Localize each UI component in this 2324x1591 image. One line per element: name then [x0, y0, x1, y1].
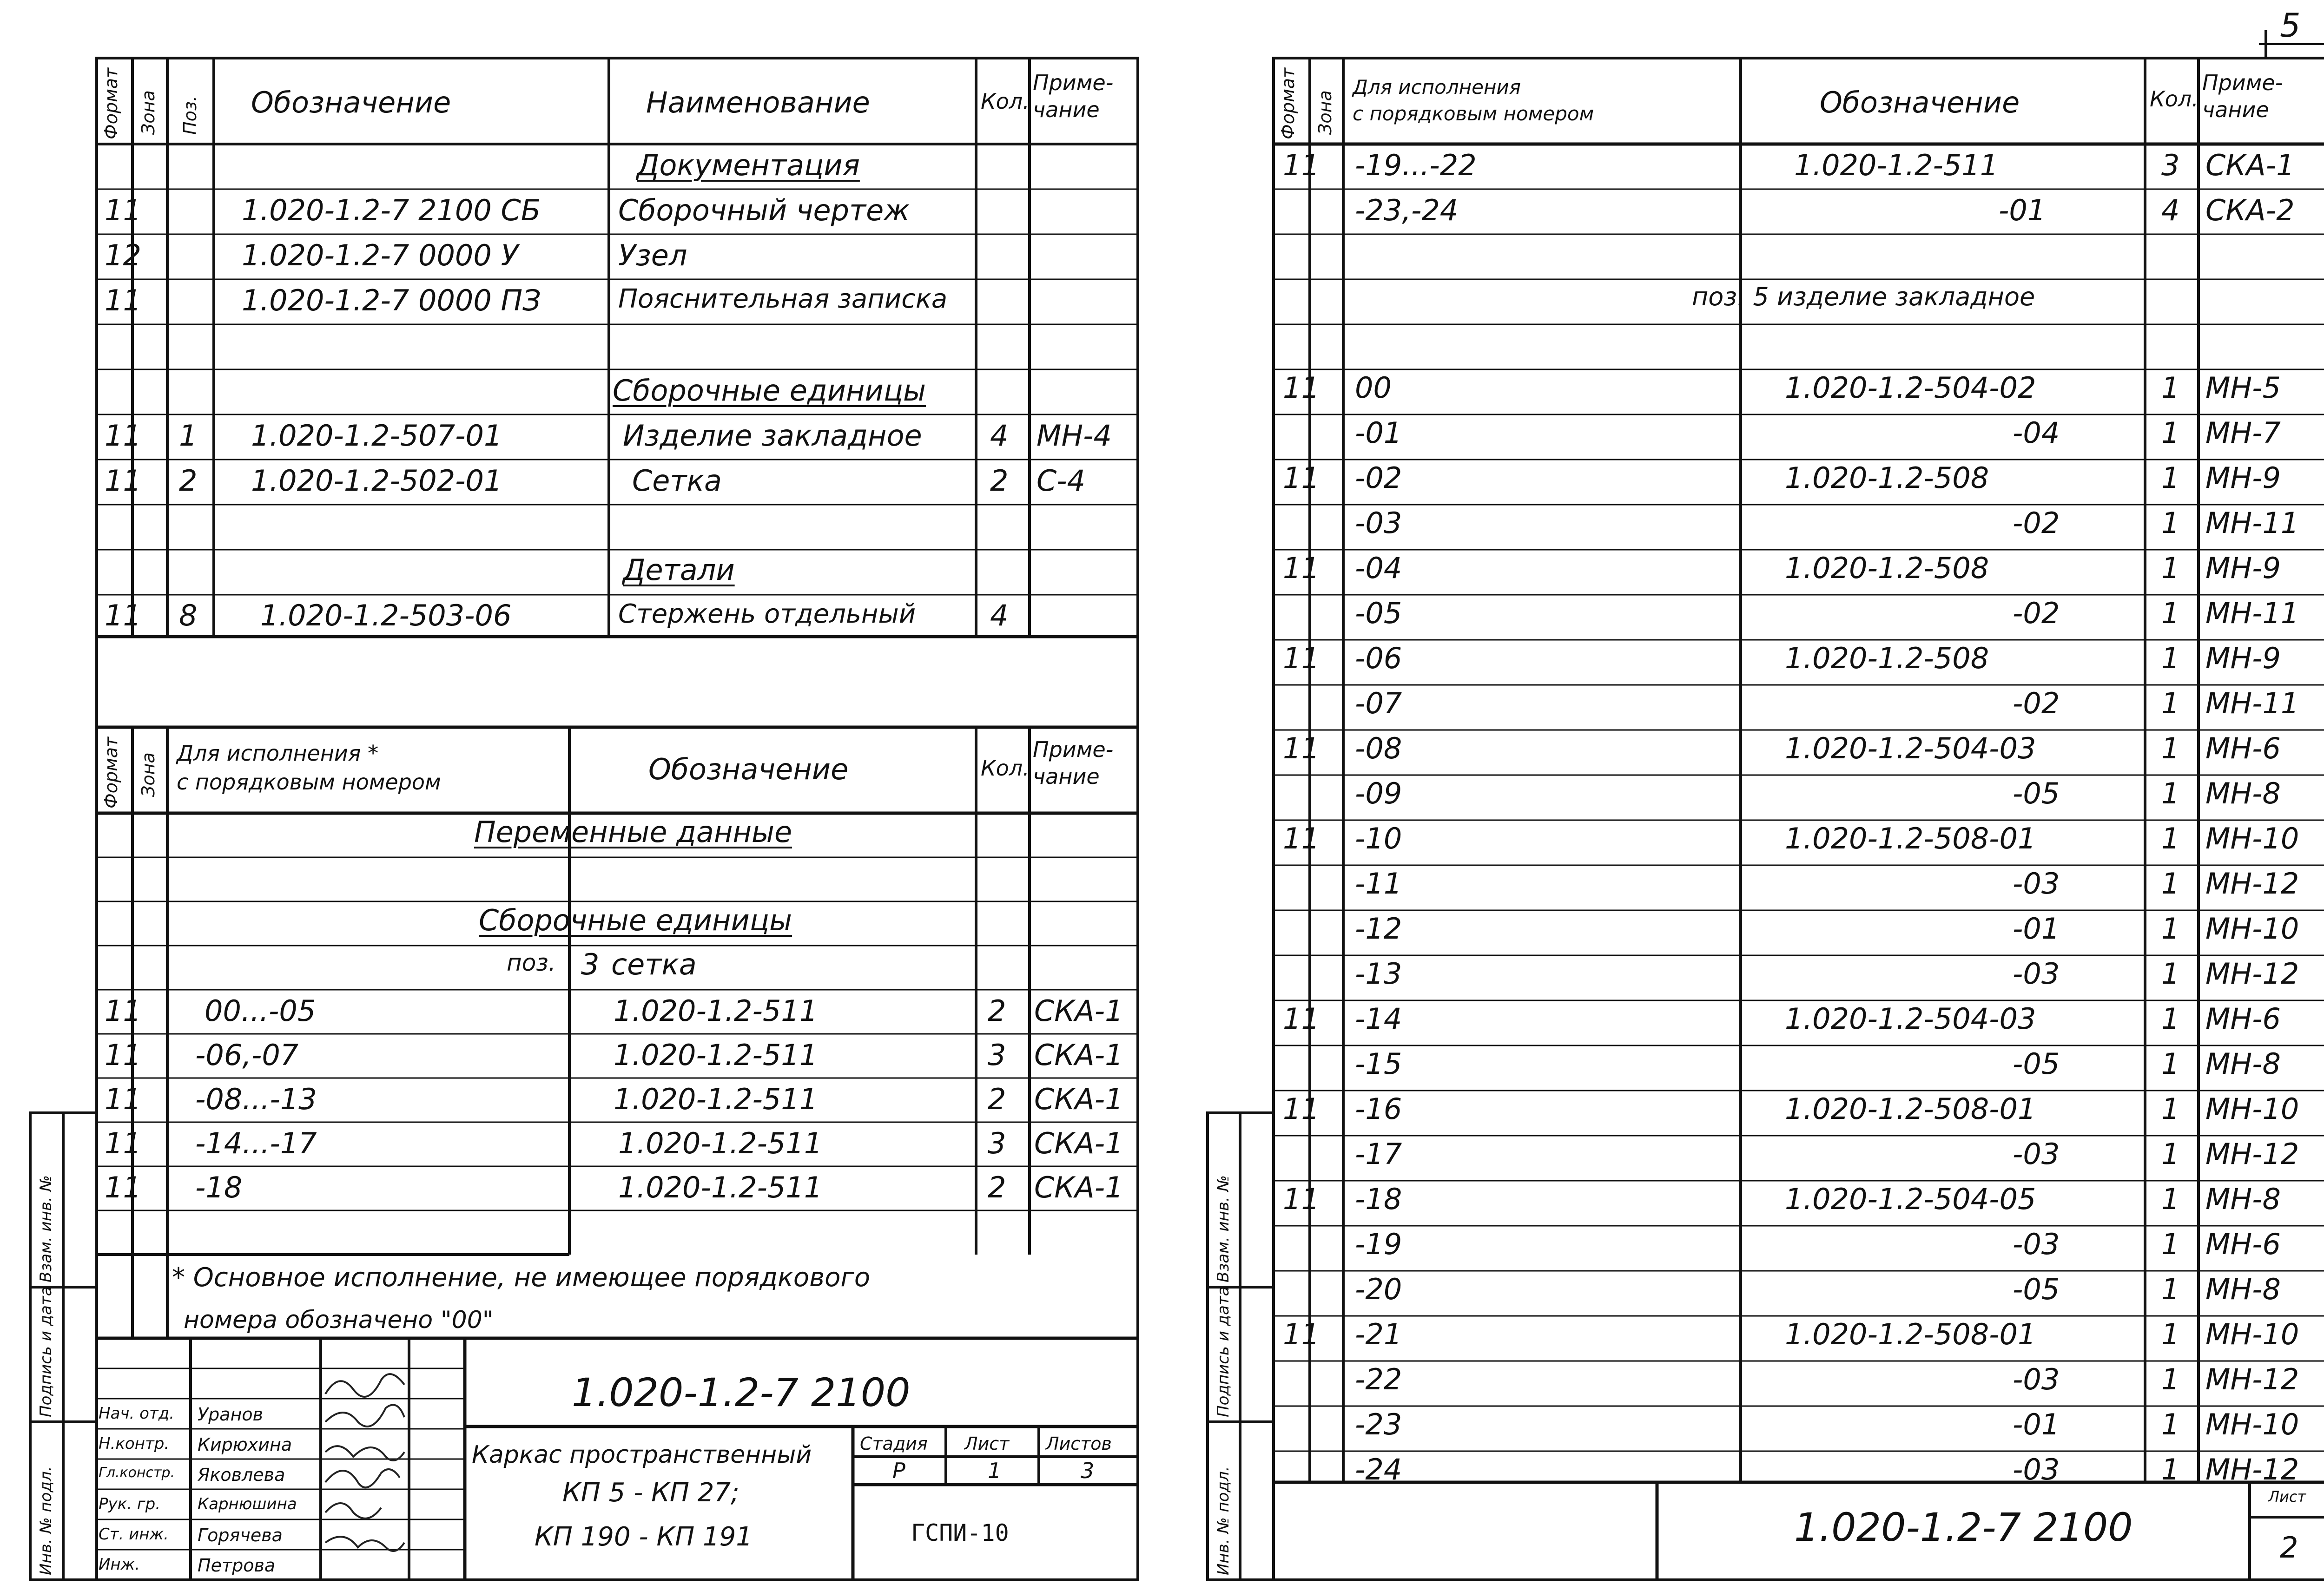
- var-row-qty: 3: [988, 1038, 1006, 1072]
- var-row-designation: 1.020-1.2-511: [614, 1038, 818, 1072]
- signature-scribbles: [325, 1374, 404, 1551]
- side-stamp-signature-label: Подпись и дата: [37, 1286, 55, 1417]
- r-row-note: МН-10: [2205, 912, 2299, 946]
- r-row-designation: 1.020-1.2-508-01: [1785, 1092, 2036, 1126]
- r-row-exec: -23,-24: [1355, 193, 1459, 227]
- r-row-note: МН-6: [2205, 731, 2281, 765]
- r-row-exec: -02: [1355, 461, 1402, 495]
- r-row-qty: 1: [2161, 371, 2180, 405]
- side-stamp-inv-label: Инв. № подл.: [37, 1466, 55, 1575]
- title-variable-data: Переменные данные: [474, 815, 792, 849]
- sheets-value: 3: [1081, 1458, 1095, 1483]
- var-row-note: СКА-1: [1034, 1126, 1123, 1160]
- r-col-header-qty: Кол.: [2150, 86, 2199, 112]
- assy-designation: 1.020-1.2-507-01: [251, 419, 502, 453]
- var-row-designation: 1.020-1.2-511: [618, 1170, 823, 1204]
- var-row-exec: -18: [195, 1170, 243, 1204]
- sheets-label: Листов: [1046, 1433, 1112, 1454]
- stage-label: Стадия: [860, 1433, 928, 1454]
- pos-5-title: поз. 5 изделие закладное: [1692, 282, 2035, 311]
- r-row-exec: -09: [1355, 776, 1402, 810]
- person-role: Инж.: [99, 1555, 140, 1574]
- r-row-exec: -11: [1355, 867, 1402, 901]
- col-header-qty: Кол.: [981, 89, 1030, 114]
- r-row-qty: 1: [2161, 596, 2180, 630]
- r-row-qty: 1: [2161, 776, 2180, 810]
- r-row-note: МН-9: [2205, 461, 2281, 495]
- r-row-exec: -20: [1355, 1272, 1402, 1306]
- part-format: 11: [105, 598, 141, 632]
- var-row-note: СКА-1: [1034, 1170, 1123, 1204]
- stage-value: Р: [892, 1458, 905, 1483]
- r-row-designation: 1.020-1.2-504-03: [1785, 1002, 2036, 1036]
- var-row-format: 11: [105, 994, 141, 1028]
- r-row-format: 11: [1283, 1092, 1320, 1126]
- right-sheet-label: Лист: [2268, 1488, 2306, 1506]
- corner-page-number: 5: [2280, 7, 2301, 45]
- r-row-format: 11: [1283, 1317, 1320, 1351]
- part-pos: 8: [179, 598, 198, 632]
- r-row-exec: -06: [1355, 641, 1402, 675]
- r-row-note: МН-11: [2205, 596, 2299, 630]
- r-row-exec: -08: [1355, 731, 1402, 765]
- r-row-qty: 1: [2161, 957, 2180, 991]
- r-row-note: МН-9: [2205, 551, 2281, 585]
- r-row-qty: 1: [2161, 1047, 2180, 1081]
- r-row-qty: 1: [2161, 551, 2180, 585]
- var-row-format: 11: [105, 1038, 141, 1072]
- person-name: Кирюхина: [198, 1434, 292, 1455]
- r-row-format: 11: [1283, 1182, 1320, 1216]
- person-role: Нач. отд.: [99, 1404, 175, 1423]
- r-row-designation: -03: [2013, 867, 2060, 901]
- r-row-note: МН-8: [2205, 1272, 2281, 1306]
- title-line-1: Каркас пространственный: [472, 1441, 812, 1469]
- r-row-qty: 1: [2161, 1453, 2180, 1486]
- r-row-format: 11: [1283, 822, 1320, 855]
- r-col-header-note: Приме- чание: [2202, 70, 2283, 122]
- r-row-exec: -04: [1355, 551, 1402, 585]
- r-row-qty: 1: [2161, 416, 2180, 450]
- var-row-qty: 2: [988, 1170, 1006, 1204]
- assy-pos: 1: [179, 419, 198, 453]
- right-sheet-code: 1.020-1.2-7 2100: [1794, 1505, 2133, 1550]
- assy-qty: 4: [990, 419, 1009, 453]
- r-row-note: МН-12: [2205, 1137, 2299, 1171]
- person-role: Рук. гр.: [99, 1495, 161, 1513]
- doc-name: Узел: [618, 238, 687, 272]
- r-row-exec: -16: [1355, 1092, 1402, 1126]
- r-row-note: МН-12: [2205, 1362, 2299, 1396]
- title-assembly-units: Сборочные единицы: [479, 903, 792, 937]
- section-assembly-units: Сборочные единицы: [613, 374, 926, 408]
- r-row-designation: -03: [2013, 1227, 2060, 1261]
- assy-name: Изделие закладное: [623, 419, 922, 453]
- r-row-designation: 1.020-1.2-508-01: [1785, 822, 2036, 855]
- r-row-note: МН-7: [2205, 416, 2281, 450]
- r-row-designation: -03: [2013, 957, 2060, 991]
- doc-designation: 1.020-1.2-7 2100 СБ: [242, 193, 541, 227]
- r-row-qty: 1: [2161, 822, 2180, 855]
- r-row-note: МН-6: [2205, 1002, 2281, 1036]
- col-header-pos: Поз.: [180, 95, 200, 135]
- r-row-designation: -03: [2013, 1137, 2060, 1171]
- r-row-designation: -01: [1999, 193, 2046, 227]
- r-row-designation: 1.020-1.2-508: [1785, 551, 1989, 585]
- var-row-designation: 1.020-1.2-511: [614, 1082, 818, 1116]
- part-designation: 1.020-1.2-503-06: [260, 598, 512, 632]
- var-header-zone: Зона: [138, 752, 158, 797]
- r-row-qty: 1: [2161, 1182, 2180, 1216]
- col-header-format: Формат: [101, 67, 121, 139]
- title-block-code: 1.020-1.2-7 2100: [572, 1370, 911, 1415]
- sheet-label: Лист: [964, 1433, 1010, 1454]
- part-qty: 4: [990, 598, 1009, 632]
- r-row-exec: -12: [1355, 912, 1402, 946]
- r-row-note: МН-10: [2205, 1092, 2299, 1126]
- doc-designation: 1.020-1.2-7 0000 ПЗ: [242, 283, 541, 317]
- assy-note: С-4: [1037, 464, 1086, 498]
- r-row-note: МН-10: [2205, 1317, 2299, 1351]
- assy-note: МН-4: [1037, 419, 1112, 453]
- doc-designation: 1.020-1.2-7 0000 У: [242, 238, 519, 272]
- r-row-qty: 1: [2161, 867, 2180, 901]
- var-row-note: СКА-1: [1034, 1038, 1123, 1072]
- r-row-designation: 1.020-1.2-508: [1785, 641, 1989, 675]
- var-row-exec: 00...-05: [205, 994, 316, 1028]
- r-row-format: 11: [1283, 371, 1320, 405]
- var-row-exec: -08...-13: [195, 1082, 317, 1116]
- r-row-designation: 1.020-1.2-504-03: [1785, 731, 2036, 765]
- part-name: Стержень отдельный: [618, 599, 916, 629]
- r-col-header-designation: Обозначение: [1820, 85, 2020, 119]
- var-row-exec: -14...-17: [195, 1126, 317, 1160]
- r-row-note: СКА-1: [2205, 148, 2295, 182]
- r-row-designation: -04: [2013, 416, 2060, 450]
- r-side-stamp-signature-label: Подпись и дата: [1214, 1286, 1233, 1417]
- r-col-header-format: Формат: [1278, 67, 1298, 139]
- r-row-qty: 1: [2161, 1272, 2180, 1306]
- pos-name: сетка: [611, 947, 697, 981]
- r-row-qty: 1: [2161, 1092, 2180, 1126]
- r-row-format: 11: [1283, 461, 1320, 495]
- doc-name: Пояснительная записка: [618, 284, 948, 314]
- r-row-designation: -02: [2013, 686, 2060, 720]
- r-row-designation: -03: [2013, 1362, 2060, 1396]
- r-row-exec: -15: [1355, 1047, 1402, 1081]
- person-name: Яковлева: [198, 1465, 285, 1485]
- sheet-value: 1: [988, 1458, 1002, 1483]
- r-row-qty: 1: [2161, 641, 2180, 675]
- section-documentation: Документация: [637, 148, 860, 182]
- r-row-note: МН-9: [2205, 641, 2281, 675]
- footnote-line-1: * Основное исполнение, не имеющее порядкового: [172, 1262, 871, 1293]
- r-row-designation: -05: [2013, 1047, 2060, 1081]
- r-row-exec: -10: [1355, 822, 1402, 855]
- r-row-designation: 1.020-1.2-508-01: [1785, 1317, 2036, 1351]
- r-row-note: МН-6: [2205, 1227, 2281, 1261]
- r-side-stamp-replace-label: Взам. инв. №: [1214, 1175, 1233, 1282]
- r-row-note: МН-5: [2205, 371, 2281, 405]
- r-row-qty: 3: [2161, 148, 2180, 182]
- r-row-qty: 1: [2161, 506, 2180, 540]
- r-row-qty: 1: [2161, 1227, 2180, 1261]
- var-header-note: Приме- чание: [1033, 737, 1114, 789]
- r-row-note: МН-12: [2205, 957, 2299, 991]
- r-row-qty: 1: [2161, 731, 2180, 765]
- r-row-designation: 1.020-1.2-511: [1794, 148, 1999, 182]
- var-row-format: 11: [105, 1082, 141, 1116]
- r-row-exec: -19: [1355, 1227, 1402, 1261]
- r-row-exec: -19...-22: [1355, 148, 1477, 182]
- r-row-note: МН-11: [2205, 686, 2299, 720]
- doc-format: 11: [105, 283, 141, 317]
- r-row-designation: 1.020-1.2-508: [1785, 461, 1989, 495]
- person-name: Петрова: [198, 1555, 276, 1576]
- footnote-line-2: номера обозначено "00": [184, 1306, 494, 1334]
- r-row-exec: -03: [1355, 506, 1402, 540]
- var-row-format: 11: [105, 1126, 141, 1160]
- r-row-note: МН-8: [2205, 1047, 2281, 1081]
- person-role: Гл.констр.: [99, 1465, 175, 1481]
- r-row-exec: -17: [1355, 1137, 1402, 1171]
- r-row-exec: 00: [1355, 371, 1392, 405]
- organization-stamp: ГСПИ-10: [911, 1519, 1009, 1546]
- right-sheet-number: 2: [2280, 1531, 2298, 1565]
- r-row-designation: -01: [2013, 1407, 2060, 1441]
- var-row-exec: -06,-07: [195, 1038, 299, 1072]
- r-row-note: МН-12: [2205, 867, 2299, 901]
- doc-name: Сборочный чертеж: [618, 193, 910, 227]
- person-name: Карнюшина: [198, 1495, 297, 1513]
- r-row-note: МН-12: [2205, 1453, 2299, 1486]
- r-row-note: СКА-2: [2205, 193, 2295, 227]
- r-row-exec: -01: [1355, 416, 1402, 450]
- person-role: Н.контр.: [99, 1434, 170, 1453]
- r-row-exec: -22: [1355, 1362, 1402, 1396]
- r-row-format: 11: [1283, 1002, 1320, 1036]
- r-row-note: МН-8: [2205, 1182, 2281, 1216]
- r-row-designation: -02: [2013, 506, 2060, 540]
- title-line-3: КП 190 - КП 191: [535, 1522, 753, 1552]
- r-row-format: 11: [1283, 731, 1320, 765]
- var-header-qty: Кол.: [981, 756, 1030, 781]
- var-header-format: Формат: [101, 736, 121, 809]
- r-row-qty: 1: [2161, 686, 2180, 720]
- r-row-designation: -01: [2013, 912, 2060, 946]
- r-row-exec: -21: [1355, 1317, 1402, 1351]
- section-parts: Детали: [623, 553, 735, 587]
- r-row-note: МН-11: [2205, 506, 2299, 540]
- var-row-qty: 2: [988, 1082, 1006, 1116]
- assy-designation: 1.020-1.2-502-01: [251, 464, 502, 498]
- r-row-qty: 1: [2161, 1137, 2180, 1171]
- r-side-stamp-inv-label: Инв. № подл.: [1214, 1466, 1233, 1575]
- person-name: Уранов: [198, 1404, 264, 1425]
- var-row-note: СКА-1: [1034, 1082, 1123, 1116]
- person-name: Горячева: [198, 1525, 283, 1545]
- r-row-designation: 1.020-1.2-504-02: [1785, 371, 2036, 405]
- pos-label: поз.: [507, 949, 556, 976]
- var-header-designation: Обозначение: [648, 752, 849, 786]
- r-row-qty: 1: [2161, 1407, 2180, 1441]
- assy-name: Сетка: [632, 464, 722, 498]
- side-stamp-replace-label: Взам. инв. №: [37, 1175, 55, 1282]
- var-row-format: 11: [105, 1170, 141, 1204]
- r-row-qty: 1: [2161, 461, 2180, 495]
- r-row-exec: -14: [1355, 1002, 1402, 1036]
- var-row-designation: 1.020-1.2-511: [614, 994, 818, 1028]
- var-header-exec: Для исполнения * с порядковым номером: [177, 741, 441, 795]
- r-row-designation: -03: [2013, 1453, 2060, 1486]
- r-row-designation: 1.020-1.2-504-05: [1785, 1182, 2036, 1216]
- r-col-header-exec: Для исполнения с порядковым номером: [1353, 76, 1594, 125]
- person-role: Ст. инж.: [99, 1525, 169, 1544]
- doc-format: 12: [105, 238, 141, 272]
- r-row-exec: -13: [1355, 957, 1402, 991]
- var-row-designation: 1.020-1.2-511: [618, 1126, 823, 1160]
- r-row-exec: -05: [1355, 596, 1402, 630]
- assy-format: 11: [105, 419, 141, 453]
- var-row-qty: 3: [988, 1126, 1006, 1160]
- r-row-format: 11: [1283, 641, 1320, 675]
- r-col-header-zone: Зона: [1315, 90, 1335, 135]
- r-row-note: МН-10: [2205, 1407, 2299, 1441]
- r-row-designation: -05: [2013, 1272, 2060, 1306]
- r-row-exec: -24: [1355, 1453, 1402, 1486]
- assy-pos: 2: [179, 464, 198, 498]
- col-header-designation: Обозначение: [251, 85, 451, 119]
- r-row-exec: -07: [1355, 686, 1402, 720]
- doc-format: 11: [105, 193, 141, 227]
- r-row-qty: 1: [2161, 1002, 2180, 1036]
- r-row-qty: 4: [2161, 193, 2180, 227]
- r-row-qty: 1: [2161, 1362, 2180, 1396]
- r-row-note: МН-8: [2205, 776, 2281, 810]
- assy-qty: 2: [990, 464, 1009, 498]
- r-row-exec: -23: [1355, 1407, 1402, 1441]
- r-row-qty: 1: [2161, 912, 2180, 946]
- col-header-zone: Зона: [138, 90, 158, 135]
- r-row-exec: -18: [1355, 1182, 1402, 1216]
- r-row-designation: -02: [2013, 596, 2060, 630]
- pos-number: 3: [581, 947, 600, 981]
- col-header-note: Приме- чание: [1033, 70, 1114, 122]
- r-row-format: 11: [1283, 551, 1320, 585]
- r-row-format: 11: [1283, 148, 1320, 182]
- r-row-note: МН-10: [2205, 822, 2299, 855]
- title-line-2: КП 5 - КП 27;: [562, 1478, 739, 1508]
- r-row-qty: 1: [2161, 1317, 2180, 1351]
- r-row-designation: -05: [2013, 776, 2060, 810]
- var-row-note: СКА-1: [1034, 994, 1123, 1028]
- assy-format: 11: [105, 464, 141, 498]
- var-row-qty: 2: [988, 994, 1006, 1028]
- col-header-name: Наименование: [646, 85, 870, 119]
